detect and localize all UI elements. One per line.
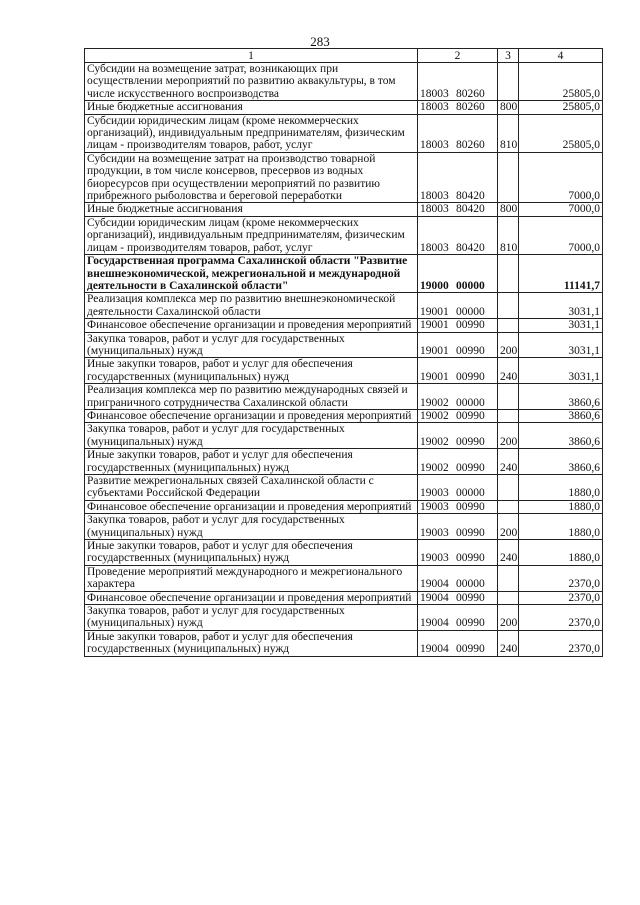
- table-row: [85, 114, 603, 152]
- table-row: [85, 101, 603, 114]
- table-row: [85, 630, 603, 656]
- row-amount: 1880,0: [519, 475, 603, 501]
- table-row: [85, 500, 603, 513]
- row-amount: 3860,6: [519, 409, 603, 422]
- row-amount: 2370,0: [519, 565, 603, 591]
- table-row: [85, 319, 603, 332]
- row-target-code: [418, 409, 498, 422]
- row-target-code: [418, 591, 498, 604]
- code-direction: 80260: [456, 101, 485, 114]
- row-expense-type: [498, 63, 519, 101]
- code-direction: 00990: [456, 500, 485, 513]
- row-expense-type: 200: [498, 514, 519, 540]
- row-description: Закупка товаров, работ и услуг для государственных (муниципальных) нужд: [85, 423, 418, 449]
- table-row: [85, 591, 603, 604]
- row-description: Субсидии на возмещение затрат, возникающих при осуществлении мероприятий по развитию аквакультуры, в том числе искусственного воспроизводства: [85, 63, 418, 101]
- row-expense-type: 240: [498, 540, 519, 566]
- row-expense-type: 800: [498, 203, 519, 216]
- row-description: Иные закупки товаров, работ и услуг для обеспечения государственных (муниципальных) нужд: [85, 540, 418, 566]
- row-amount: 3031,1: [519, 319, 603, 332]
- row-expense-type: 200: [498, 605, 519, 631]
- row-target-code: [418, 101, 498, 114]
- row-target-code: [418, 203, 498, 216]
- row-amount: 2370,0: [519, 591, 603, 604]
- code-direction: 80420: [456, 203, 485, 216]
- row-expense-type: [498, 319, 519, 332]
- row-expense-type: 240: [498, 449, 519, 475]
- row-description: Финансовое обеспечение организации и проведения мероприятий: [85, 319, 418, 332]
- code-program: 19001: [420, 344, 449, 357]
- table-body: [85, 63, 603, 657]
- row-amount: 2370,0: [519, 605, 603, 631]
- row-amount: 25805,0: [519, 101, 603, 114]
- row-target-code: [418, 384, 498, 410]
- row-description: Проведение мероприятий международного и межрегионального характера: [85, 565, 418, 591]
- row-description: Реализация комплекса мер по развитию международных связей и приграничного сотрудничества Сахалинской области: [85, 384, 418, 410]
- row-expense-type: 810: [498, 216, 519, 254]
- code-program: 18003: [420, 190, 449, 203]
- table-header: [85, 49, 603, 63]
- code-program: 19002: [420, 396, 449, 409]
- code-direction: 00990: [456, 409, 485, 422]
- table-row: [85, 216, 603, 254]
- row-amount: 7000,0: [519, 216, 603, 254]
- row-amount: 1880,0: [519, 514, 603, 540]
- code-program: 18003: [420, 203, 449, 216]
- row-expense-type: 810: [498, 114, 519, 152]
- row-amount: 1880,0: [519, 540, 603, 566]
- row-description: Субсидии юридическим лицам (кроме некоммерческих организаций), индивидуальным предпринимателям, физическим лицам - производителям товаров, работ, услуг: [85, 114, 418, 152]
- row-expense-type: 240: [498, 630, 519, 656]
- row-amount: 25805,0: [519, 63, 603, 101]
- row-amount: 7000,0: [519, 152, 603, 203]
- row-description: Закупка товаров, работ и услуг для государственных (муниципальных) нужд: [85, 605, 418, 631]
- row-target-code: [418, 255, 498, 293]
- row-expense-type: 200: [498, 332, 519, 358]
- code-program: 19002: [420, 435, 449, 448]
- row-target-code: [418, 216, 498, 254]
- row-target-code: [418, 475, 498, 501]
- row-amount: 3860,6: [519, 384, 603, 410]
- code-direction: 00990: [456, 552, 485, 565]
- row-target-code: [418, 63, 498, 101]
- column-header-1: 1: [85, 49, 418, 63]
- row-expense-type: 200: [498, 423, 519, 449]
- row-target-code: [418, 152, 498, 203]
- row-expense-type: [498, 255, 519, 293]
- header-row: [85, 49, 603, 63]
- code-direction: 00990: [456, 526, 485, 539]
- code-program: 19001: [420, 319, 449, 332]
- code-direction: 80260: [456, 87, 485, 100]
- row-description: Развитие межрегиональных связей Сахалинской области с субъектами Российской Федерации: [85, 475, 418, 501]
- table-row: [85, 63, 603, 101]
- row-amount: 25805,0: [519, 114, 603, 152]
- table-row: [85, 332, 603, 358]
- row-expense-type: 800: [498, 101, 519, 114]
- code-direction: 00000: [456, 487, 485, 500]
- row-expense-type: 240: [498, 358, 519, 384]
- code-program: 19004: [420, 578, 449, 591]
- row-description: Финансовое обеспечение организации и проведения мероприятий: [85, 409, 418, 422]
- code-program: 19001: [420, 370, 449, 383]
- row-amount: 3031,1: [519, 332, 603, 358]
- row-target-code: [418, 630, 498, 656]
- row-amount: 3031,1: [519, 293, 603, 319]
- code-program: 18003: [420, 241, 449, 254]
- row-target-code: [418, 332, 498, 358]
- row-target-code: [418, 293, 498, 319]
- row-target-code: [418, 114, 498, 152]
- column-header-4: 4: [519, 49, 603, 63]
- code-program: 18003: [420, 87, 449, 100]
- code-program: 19002: [420, 461, 449, 474]
- row-target-code: [418, 565, 498, 591]
- row-expense-type: [498, 591, 519, 604]
- row-description: Субсидии на возмещение затрат на производство товарной продукции, в том числе консервов, пресервов из водных биоресурсов при осуществлении мероприятий по развитию прибрежного рыболовства и береговой переработки: [85, 152, 418, 203]
- code-program: 19001: [420, 305, 449, 318]
- row-target-code: [418, 540, 498, 566]
- table-row: [85, 565, 603, 591]
- table-row: [85, 358, 603, 384]
- row-amount: 11141,7: [519, 255, 603, 293]
- row-description: Субсидии юридическим лицам (кроме некоммерческих организаций), индивидуальным предпринимателям, физическим лицам - производителям товаров, работ, услуг: [85, 216, 418, 254]
- table-row: [85, 409, 603, 422]
- table-row: [85, 475, 603, 501]
- row-target-code: [418, 423, 498, 449]
- row-amount: 1880,0: [519, 500, 603, 513]
- row-description: Финансовое обеспечение организации и проведения мероприятий: [85, 500, 418, 513]
- row-description: Закупка товаров, работ и услуг для государственных (муниципальных) нужд: [85, 332, 418, 358]
- row-expense-type: [498, 475, 519, 501]
- code-program: 18003: [420, 101, 449, 114]
- code-direction: 80420: [456, 190, 485, 203]
- code-program: 19004: [420, 591, 449, 604]
- row-description: Иные закупки товаров, работ и услуг для обеспечения государственных (муниципальных) нужд: [85, 449, 418, 475]
- table-row: [85, 255, 603, 293]
- table-row: [85, 384, 603, 410]
- row-target-code: [418, 500, 498, 513]
- code-direction: 00990: [456, 591, 485, 604]
- code-direction: 80260: [456, 139, 485, 152]
- table-row: [85, 449, 603, 475]
- code-direction: 00000: [456, 279, 485, 292]
- table-row: [85, 514, 603, 540]
- table-row: [85, 203, 603, 216]
- row-amount: 3031,1: [519, 358, 603, 384]
- code-direction: 00000: [456, 305, 485, 318]
- row-expense-type: [498, 293, 519, 319]
- code-program: 19003: [420, 500, 449, 513]
- row-expense-type: [498, 409, 519, 422]
- code-program: 19004: [420, 617, 449, 630]
- code-direction: 00990: [456, 461, 485, 474]
- code-direction: 80420: [456, 241, 485, 254]
- row-target-code: [418, 605, 498, 631]
- code-direction: 00990: [456, 370, 485, 383]
- row-amount: 3860,6: [519, 423, 603, 449]
- row-description: Финансовое обеспечение организации и проведения мероприятий: [85, 591, 418, 604]
- code-direction: 00000: [456, 578, 485, 591]
- code-direction: 00990: [456, 643, 485, 656]
- row-expense-type: [498, 152, 519, 203]
- row-target-code: [418, 449, 498, 475]
- row-description: Иные закупки товаров, работ и услуг для обеспечения государственных (муниципальных) нужд: [85, 358, 418, 384]
- row-description: Иные бюджетные ассигнования: [85, 203, 418, 216]
- code-program: 18003: [420, 139, 449, 152]
- code-direction: 00990: [456, 319, 485, 332]
- row-target-code: [418, 514, 498, 540]
- row-target-code: [418, 358, 498, 384]
- table-row: [85, 293, 603, 319]
- budget-table: [84, 48, 603, 657]
- table-row: [85, 152, 603, 203]
- row-amount: 2370,0: [519, 630, 603, 656]
- code-program: 19003: [420, 552, 449, 565]
- row-expense-type: [498, 565, 519, 591]
- row-description: Реализация комплекса мер по развитию внешнеэкономической деятельности Сахалинской области: [85, 293, 418, 319]
- code-direction: 00990: [456, 617, 485, 630]
- code-program: 19003: [420, 526, 449, 539]
- row-description: Государственная программа Сахалинской области "Развитие внешнеэкономической, межрегиональной и международной деятельности в Сахалинской области": [85, 255, 418, 293]
- code-direction: 00990: [456, 435, 485, 448]
- code-direction: 00000: [456, 396, 485, 409]
- column-header-3: 3: [498, 49, 519, 63]
- row-expense-type: [498, 384, 519, 410]
- code-program: 19002: [420, 409, 449, 422]
- code-direction: 00990: [456, 344, 485, 357]
- row-description: Иные бюджетные ассигнования: [85, 101, 418, 114]
- row-description: Закупка товаров, работ и услуг для государственных (муниципальных) нужд: [85, 514, 418, 540]
- code-program: 19000: [420, 279, 449, 292]
- row-amount: 3860,6: [519, 449, 603, 475]
- table-row: [85, 540, 603, 566]
- code-program: 19004: [420, 643, 449, 656]
- table-row: [85, 605, 603, 631]
- table-row: [85, 423, 603, 449]
- row-amount: 7000,0: [519, 203, 603, 216]
- row-expense-type: [498, 500, 519, 513]
- code-program: 19003: [420, 487, 449, 500]
- row-target-code: [418, 319, 498, 332]
- page-number: 283: [310, 34, 330, 49]
- column-header-2: 2: [418, 49, 498, 63]
- row-description: Иные закупки товаров, работ и услуг для обеспечения государственных (муниципальных) нужд: [85, 630, 418, 656]
